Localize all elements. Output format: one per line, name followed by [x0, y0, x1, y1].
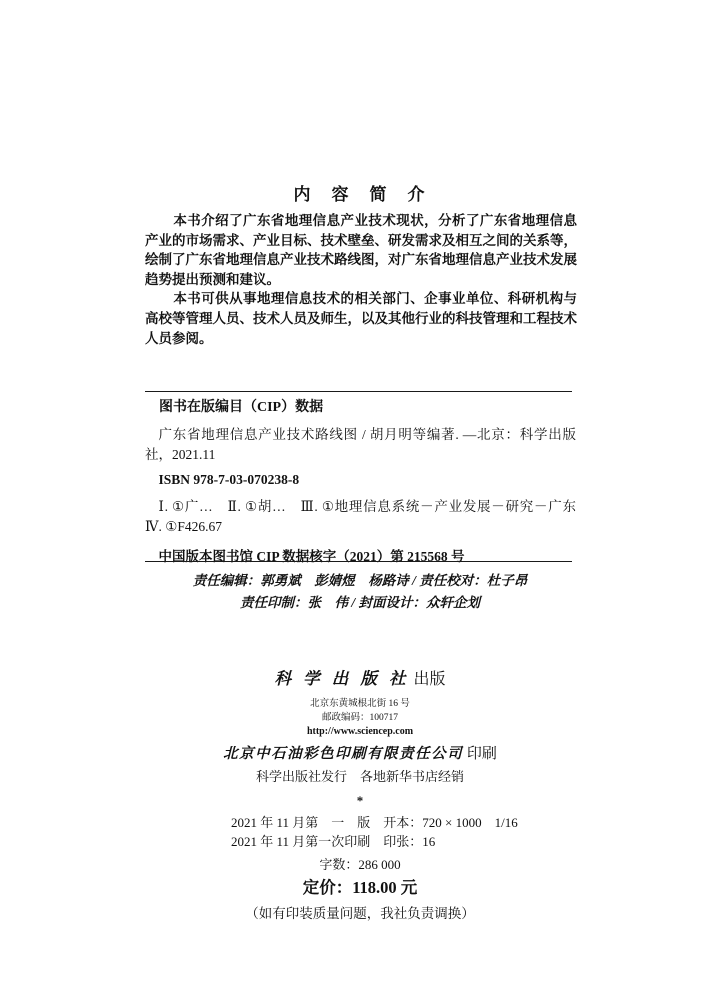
staff-credits	[145, 570, 575, 614]
edition-line: 2021 年 11 月第 一 版 开本：720 × 1000 1/16	[231, 815, 518, 830]
publisher-line	[145, 668, 575, 691]
publisher-website: http://www.sciencep.com	[306, 726, 414, 737]
horizontal-rule-top	[145, 391, 572, 392]
intro-title: 内 容 简 介	[293, 185, 427, 204]
cip-classification: Ⅰ. ①广… Ⅱ. ①胡… Ⅲ. ①地理信息系统－产业发展－研究－广东 Ⅳ. ①F426.67	[145, 499, 590, 534]
intro-paragraph-1: 本书介绍了广东省地理信息产业技术现状，分析了广东省地理信息产业的市场需求、产业目标、技术壁垒、研发需求及相互之间的关系等，绘制了广东省地理信息产业技术路线图，对广东省地理信息产业技术发展趋势提出预测和建议。	[145, 213, 577, 287]
printer-line	[145, 744, 575, 764]
credits-editors-line: 责任编辑：郭勇斌 彭婧煜 杨路诗 / 责任校对：杜子昂	[192, 573, 528, 588]
impression-line: 2021 年 11 月第一次印刷 印张：16	[231, 833, 436, 849]
cip-isbn: ISBN 978-7-03-070238-8	[158, 472, 300, 487]
cip-registry-number: 中国版本图书馆 CIP 数据核字（2021）第 215568 号	[158, 549, 465, 564]
colophon	[145, 668, 575, 923]
horizontal-rule-bottom	[145, 561, 572, 562]
distribution-line: 科学出版社发行 各地新华书店经销	[255, 769, 464, 784]
quality-notice-line: （如有印装质量问题，我社负责调换）	[245, 906, 475, 921]
publisher-postcode: 邮政编码：100717	[321, 713, 398, 723]
printer-action-label: 印刷	[463, 746, 497, 762]
publisher-address: 北京东黄城根北街 16 号	[310, 699, 410, 709]
publisher-name: 科 学 出 版 社	[274, 669, 410, 688]
word-count-line: 字数：286 000	[319, 857, 401, 872]
price-line: 定价：118.00 元	[302, 878, 418, 897]
intro-body	[145, 211, 577, 348]
edition-block	[231, 814, 518, 851]
publisher-action-label: 出版	[409, 671, 446, 688]
intro-paragraph-2: 本书可供从事地理信息技术的相关部门、企事业单位、科研机构与高校等管理人员、技术人员及师生，以及其他行业的科技管理和工程技术人员参阅。	[145, 291, 577, 346]
cip-block	[145, 396, 590, 565]
asterisk-separator: *	[356, 793, 364, 808]
credits-printing-design-line: 责任印制：张 伟 / 封面设计：众轩企划	[239, 595, 480, 610]
cip-entry: 广东省地理信息产业技术路线图 / 胡月明等编著. —北京：科学出版社，2021.11	[145, 427, 576, 462]
cip-header: 图书在版编目（CIP）数据	[159, 400, 324, 415]
printer-name: 北京中石油彩色印刷有限责任公司	[223, 746, 464, 762]
